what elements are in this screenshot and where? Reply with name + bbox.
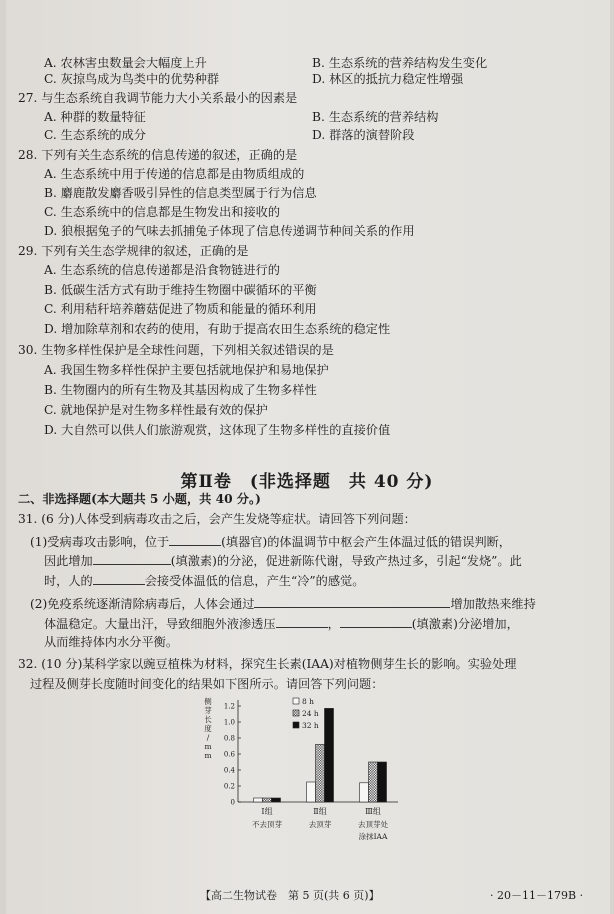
q31-part2-line1 [30,595,536,612]
q29-option-a: A. 生态系统的信息传递都是沿食物链进行的 [44,263,280,277]
category-desc: 不去顶芽 [252,820,282,829]
q32-line2: 过程及侧芽长度随时间变化的结果如下图所示。请回答下列问题： [30,677,384,691]
bar-chart [190,690,410,850]
q31-text: (填激素)的分泌，促进新陈代谢，导致产热过多，引起“发烧”。此 [170,554,522,568]
category-desc: 去顶芽 [308,820,332,829]
legend-swatch [293,710,299,716]
q31-part1-line1 [30,533,511,550]
bar-8h [307,782,316,802]
q31-part1-line2 [44,552,522,569]
q31-part1-line3 [44,572,364,589]
answer-blank[interactable] [340,615,412,628]
y-axis-label-char: 度 [204,724,212,733]
answer-blank[interactable] [169,533,221,546]
q26-option-b: B. 生态系统的营养结构发生变化 [312,56,488,70]
category-label: Ⅱ组 [313,807,327,816]
q31-part2-line3: 从而维持体内水分平衡。 [44,635,179,649]
bar-24h [369,762,378,802]
bar-32h [378,762,387,802]
q31-text: 会接受体温低的信息，产生“冷”的感觉。 [144,574,365,588]
q27-option-d: D. 群落的演替阶段 [312,128,415,142]
legend-swatch [293,698,299,704]
legend-swatch [293,722,299,728]
q30-option-c: C. 就地保护是对生物多样性最有效的保护 [44,403,268,417]
q31-text: ， [327,617,340,631]
q31-text: (填器官)的体温调节中枢会产生体温过低的错误判断， [221,535,511,549]
q26-option-a: A. 农林害虫数量会大幅度上升 [44,56,207,70]
bar-32h [325,708,334,802]
y-tick-label: 0 [230,798,235,807]
q28-option-c: C. 生态系统中的信息都是生物发出和接收的 [44,205,281,219]
q28-option-a: A. 生态系统中用于传递的信息都是由物质组成的 [44,167,305,181]
q27-stem: 27. 与生态系统自我调节能力大小关系最小的因素是 [18,91,298,105]
q31-text: 因此增加 [44,554,93,568]
q31-text: (1)受病毒攻击影响，位于 [30,535,170,549]
y-axis-label-char: / [206,733,210,742]
y-tick-label: 0.8 [223,734,235,743]
legend-label: 8 h [302,697,314,706]
y-axis-label-char: 长 [204,715,212,724]
category-label: Ⅰ组 [261,807,273,816]
footer-page-info: 【高二生物试卷 第 5 页(共 6 页)】 [200,889,380,902]
y-axis-label-char: 芽 [204,706,212,715]
bar-32h [272,798,281,802]
category-desc: 去顶芽处 [358,820,388,829]
q28-stem: 28. 下列有关生态系统的信息传递的叙述，正确的是 [18,148,298,162]
q30-stem: 30. 生物多样性保护是全球性问题，下列相关叙述错误的是 [18,343,334,357]
bar-24h [263,798,272,802]
q27-option-c: C. 生态系统的成分 [44,128,146,142]
category-label: Ⅲ组 [365,807,381,816]
q31-text: 时，人的 [44,574,93,588]
q32-line1: 32. (10 分)某科学家以豌豆植株为材料，探究生长素(IAA)对植物侧芽生长的影响。实验处理 [18,657,517,671]
q27-option-b: B. 生态系统的营养结构 [312,110,439,124]
q31-text: 增加散热来维持 [450,597,536,611]
q29-stem: 29. 下列有关生态学规律的叙述，正确的是 [18,244,249,258]
y-tick-label: 0.6 [223,750,235,759]
section-subtitle: 二、非选择题(本大题共 5 小题，共 40 分。) [18,492,261,506]
q30-option-b: B. 生物圈内的所有生物及其基因构成了生物多样性 [44,383,317,397]
y-tick-label: 0.4 [223,766,235,775]
legend-label: 24 h [302,709,319,718]
bar-8h [254,798,263,802]
y-tick-label: 1.2 [223,702,235,711]
q26-option-c: C. 灰掠鸟成为鸟类中的优势种群 [44,72,220,86]
y-tick-label: 1.0 [223,718,235,727]
q29-option-c: C. 利用秸秆培养蘑菇促进了物质和能量的循环利用 [44,302,317,316]
y-tick-label: 0.2 [223,782,235,791]
bar-8h [360,783,369,802]
q31-text: (2)免疫系统逐渐清除病毒后，人体会通过 [30,597,255,611]
answer-blank[interactable] [93,572,145,585]
q31-text: (填激素)分泌增加， [411,617,519,631]
q29-option-d: D. 增加除草剂和农药的使用，有助于提高农田生态系统的稳定性 [44,322,391,336]
bar-24h [316,744,325,802]
q30-option-d: D. 大自然可以供人们旅游观赏，这体现了生物多样性的直接价值 [44,423,391,437]
section-title: 第Ⅱ卷 (非选择题 共 40 分) [180,472,434,492]
q31-part2-line2 [44,615,519,632]
q27-option-a: A. 种群的数量特征 [44,110,146,124]
q26-option-d: D. 林区的抵抗力稳定性增强 [312,72,464,86]
legend-label: 32 h [302,721,319,730]
y-axis-label-char: m [204,751,212,760]
category-desc: 涂抹IAA [358,832,388,841]
y-axis-label-char: 侧 [204,697,212,706]
q31-text: 体温稳定。大量出汗，导致细胞外液渗透压 [44,617,276,631]
q29-option-b: B. 低碳生活方式有助于维持生物圈中碳循环的平衡 [44,283,317,297]
footer-code: · 20－11－179B · [490,889,584,902]
answer-blank[interactable] [93,552,171,565]
q30-option-a: A. 我国生物多样性保护主要包括就地保护和易地保护 [44,363,329,377]
q28-option-d: D. 狼根据兔子的气味去抓捕兔子体现了信息传递调节种间关系的作用 [44,224,415,238]
answer-blank[interactable] [276,615,328,628]
q28-option-b: B. 麝鹿散发麝香吸引异性的信息类型属于行为信息 [44,186,317,200]
q31-stem: 31. (6 分)人体受到病毒攻击之后，会产生发烧等症状。请回答下列问题： [18,512,416,526]
y-axis-label-char: m [204,742,212,751]
answer-blank[interactable] [254,595,450,608]
